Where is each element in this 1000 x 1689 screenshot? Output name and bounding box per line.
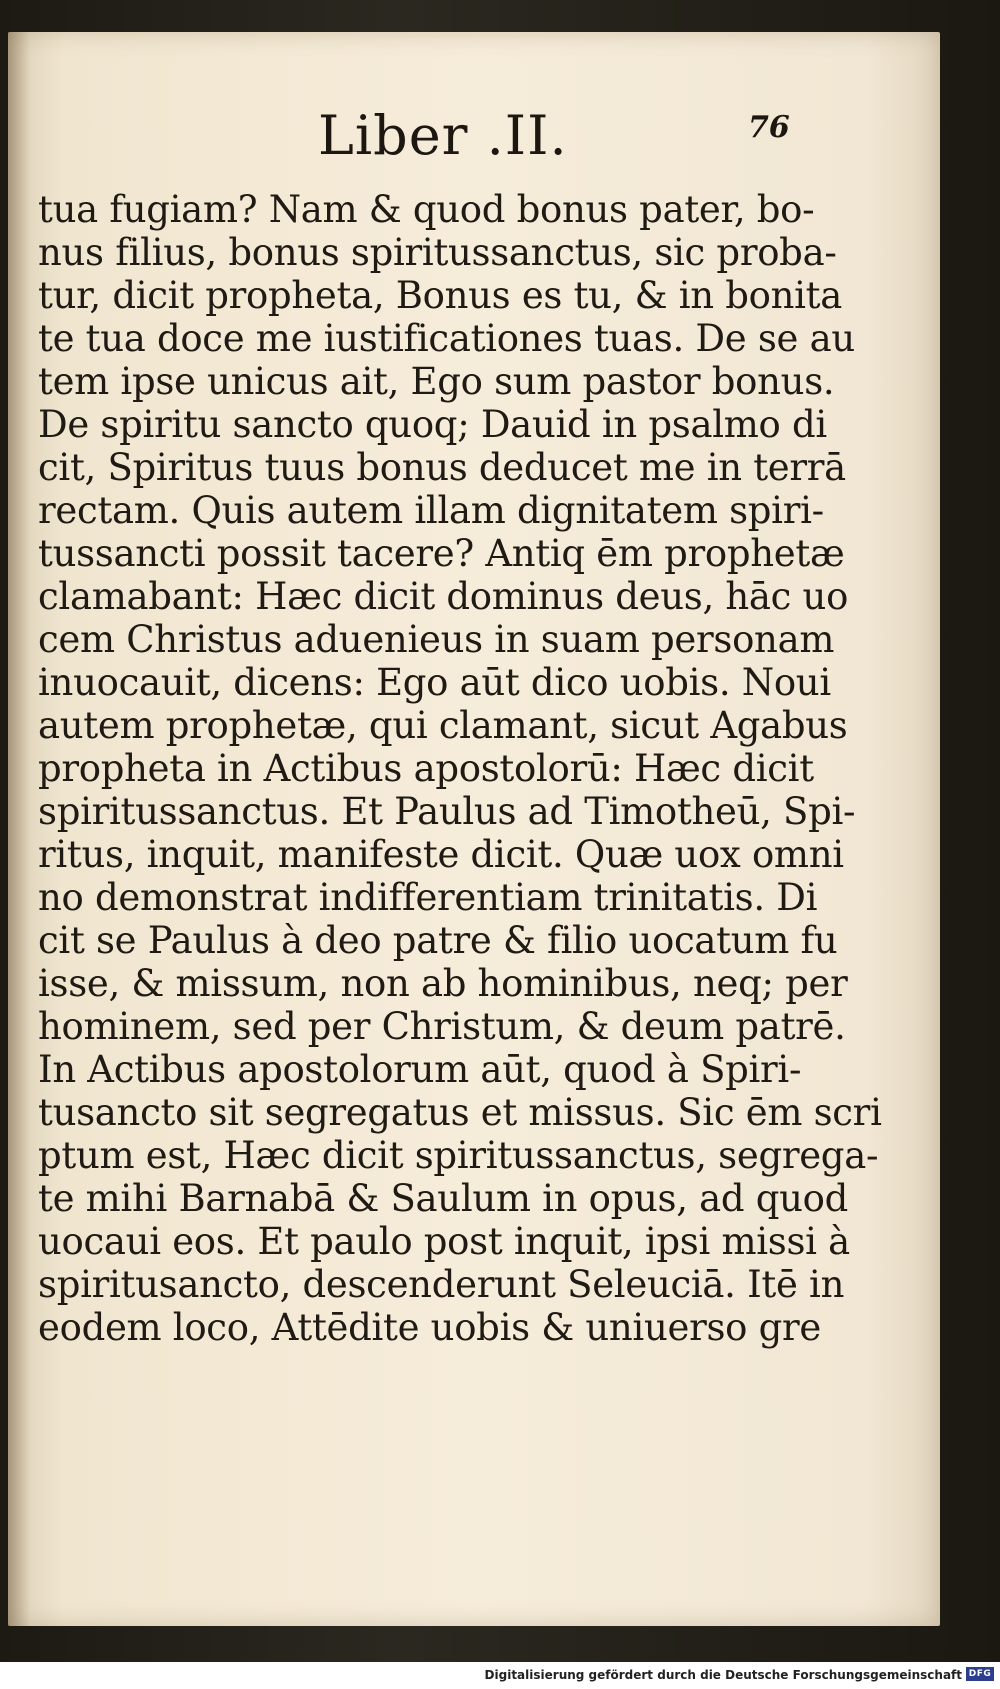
- text-line: cit se Paulus à deo patre & filio uocatum fu: [38, 919, 838, 962]
- text-line: eodem loco, Attēdite uobis & uniuerso gre: [38, 1306, 821, 1349]
- running-title: Liber .II.: [318, 104, 568, 167]
- text-line: tua fugiam? Nam & quod bonus pater, bo-: [38, 188, 815, 231]
- text-line: cit, Spiritus tuus bonus deducet me in terrā: [38, 446, 846, 489]
- text-line: clamabant: Hæc dicit dominus deus, hāc uo: [38, 575, 849, 618]
- text-line: In Actibus apostolorum aūt, quod à Spiri-: [38, 1048, 802, 1091]
- text-line: no demonstrat indifferentiam trinitatis. Di: [38, 876, 818, 919]
- body-text: [38, 188, 882, 1349]
- text-line: De spiritu sancto quoq; Dauid in psalmo di: [38, 403, 827, 446]
- text-line: hominem, sed per Christum, & deum patrē.: [38, 1005, 846, 1048]
- text-line: ritus, inquit, manifeste dicit. Quæ uox omni: [38, 833, 844, 876]
- spine-shadow: [8, 32, 30, 1626]
- text-line: nus filius, bonus spiritussanctus, sic proba-: [38, 231, 837, 274]
- text-line: tussancti possit tacere? Antiq ēm prophetæ: [38, 532, 845, 575]
- text-line: rectam. Quis autem illam dignitatem spiri-: [38, 489, 824, 532]
- text-line: autem prophetæ, qui clamant, sicut Agabus: [38, 704, 848, 747]
- text-line: tusancto sit segregatus et missus. Sic ēm scri: [38, 1091, 882, 1134]
- digitization-footer: [0, 1662, 1000, 1689]
- page-header: [8, 104, 940, 184]
- text-line: te tua doce me iustificationes tuas. De se au: [38, 317, 855, 360]
- text-line: spiritusancto, descenderunt Seleuciā. Itē in: [38, 1263, 845, 1306]
- text-line: inuocauit, dicens: Ego aūt dico uobis. Noui: [38, 661, 831, 704]
- text-line: cem Christus aduenieus in suam personam: [38, 618, 835, 661]
- dfg-logo: DFG: [966, 1667, 994, 1681]
- text-line: isse, & missum, non ab hominibus, neq; per: [38, 962, 848, 1005]
- folio-number: 76: [748, 110, 790, 145]
- book-page: [8, 32, 940, 1626]
- text-line: spiritussanctus. Et Paulus ad Timotheū, Spi-: [38, 790, 856, 833]
- text-line: tem ipse unicus ait, Ego sum pastor bonus.: [38, 360, 835, 403]
- text-line: propheta in Actibus apostolorū: Hæc dicit: [38, 747, 814, 790]
- text-line: uocaui eos. Et paulo post inquit, ipsi missi à: [38, 1220, 850, 1263]
- text-line: tur, dicit propheta, Bonus es tu, & in bonita: [38, 274, 842, 317]
- text-line: te mihi Barnabā & Saulum in opus, ad quod: [38, 1177, 849, 1220]
- text-line: ptum est, Hæc dicit spiritussanctus, segrega-: [38, 1134, 879, 1177]
- funding-credit: Digitalisierung gefördert durch die Deutsche Forschungsgemeinschaft: [484, 1668, 962, 1682]
